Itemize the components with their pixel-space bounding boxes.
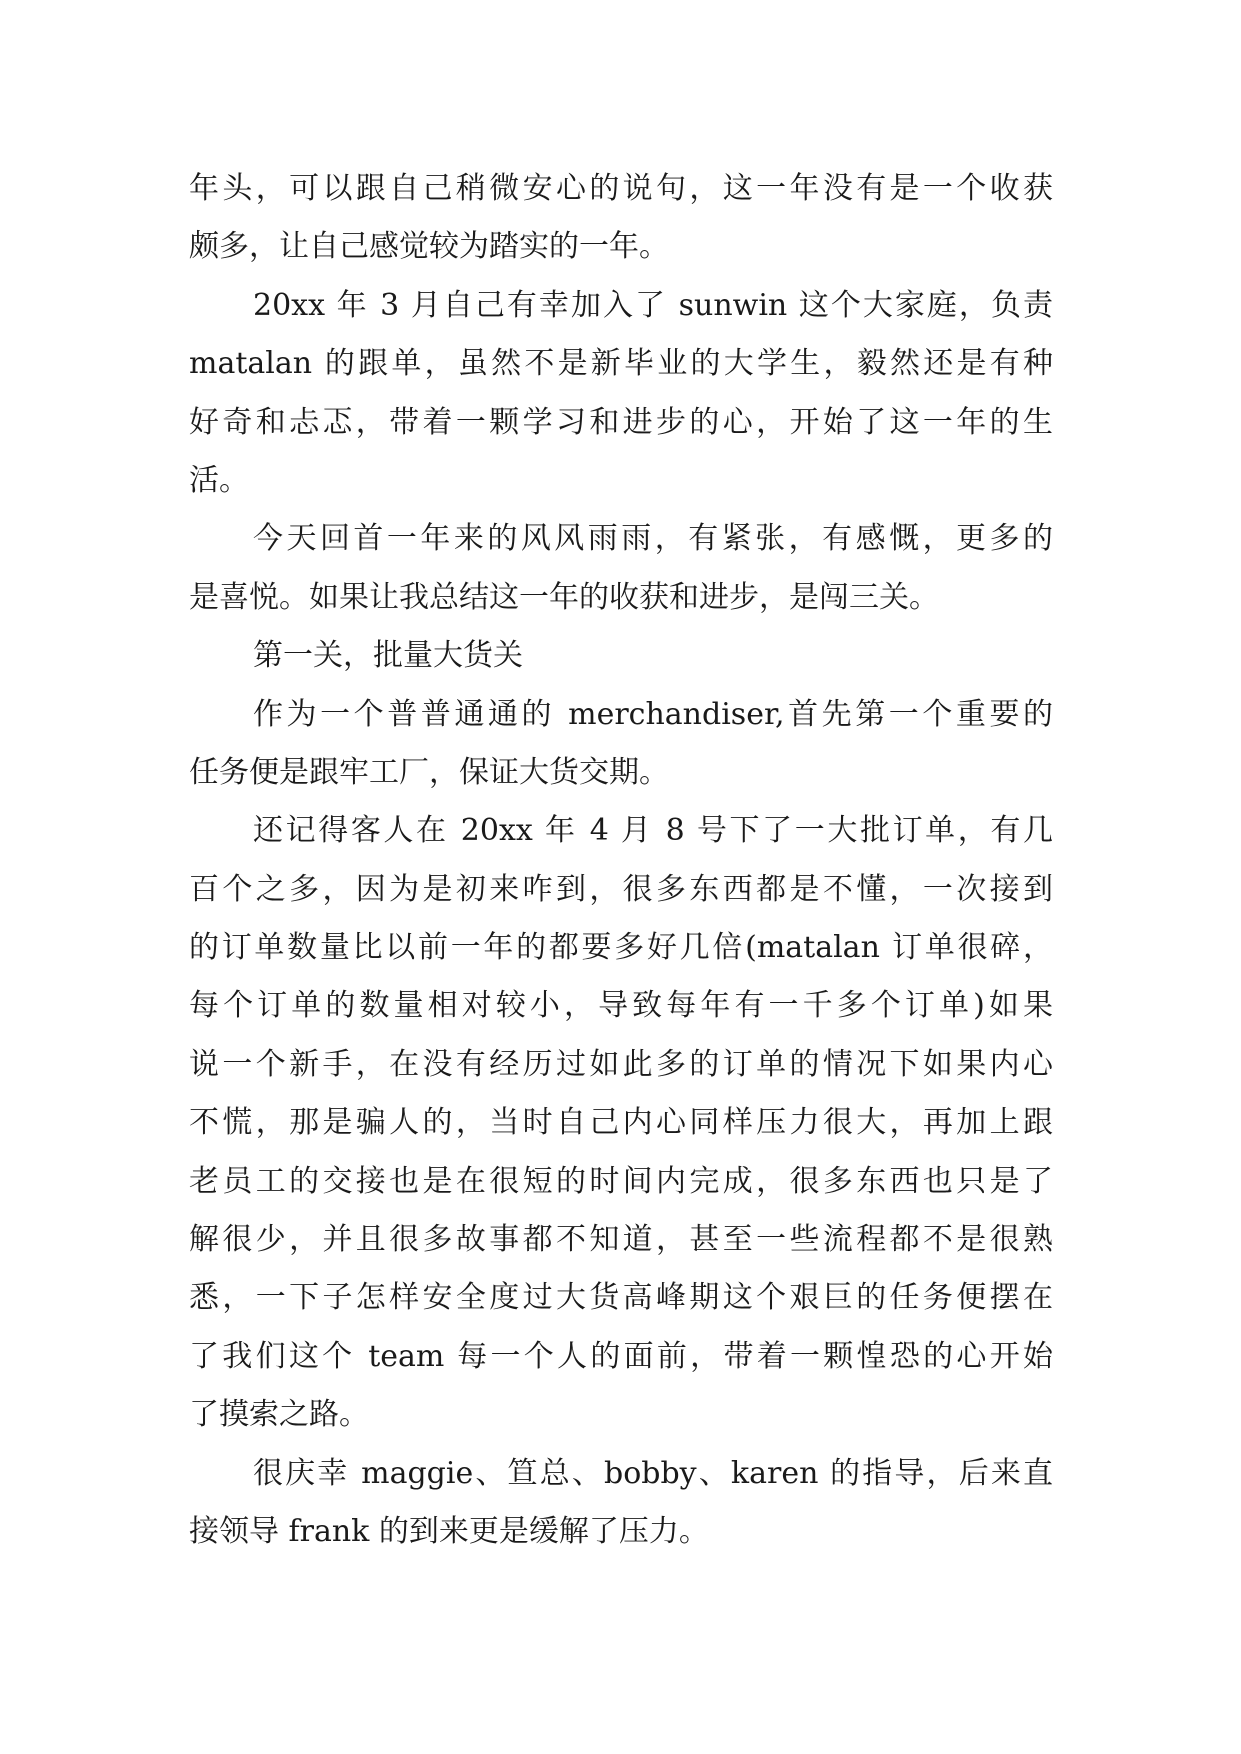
- document-body: [189, 160, 1053, 1561]
- text-line: 了我们这个 team 每一个人的面前，带着一颗惶恐的心开始: [189, 1338, 1053, 1374]
- text-line: 20xx 年 3 月自己有幸加入了 sunwin 这个大家庭，负责: [253, 287, 1053, 323]
- text-line: 每个订单的数量相对较小，导致每年有一千多个订单)如果: [189, 988, 1053, 1024]
- text-line: 不慌，那是骗人的，当时自己内心同样压力很大，再加上跟: [189, 1105, 1053, 1141]
- text-line: 活。: [189, 462, 249, 498]
- text-line: 解很少，并且很多故事都不知道，甚至一些流程都不是很熟: [189, 1222, 1053, 1258]
- text-line: 了摸索之路。: [189, 1397, 369, 1433]
- text-line: 老员工的交接也是在很短的时间内完成，很多东西也只是了: [189, 1163, 1053, 1199]
- text-line: 的订单数量比以前一年的都要多好几倍(matalan 订单很碎，: [189, 930, 1053, 966]
- text-line: 第一关，批量大货关: [253, 638, 523, 674]
- text-line: 今天回首一年来的风风雨雨，有紧张，有感慨，更多的: [253, 521, 1053, 557]
- text-line: 是喜悦。如果让我总结这一年的收获和进步，是闯三关。: [189, 579, 939, 615]
- text-line: 年头，可以跟自己稍微安心的说句，这一年没有是一个收获: [189, 171, 1053, 206]
- text-line: 任务便是跟牢工厂，保证大货交期。: [189, 754, 669, 790]
- text-line: 颇多，让自己感觉较为踏实的一年。: [189, 229, 669, 265]
- text-line: 还记得客人在 20xx 年 4 月 8 号下了一大批订单，有几: [253, 813, 1053, 849]
- text-line: 很庆幸 maggie、笪总、bobby、karen 的指导，后来直: [253, 1455, 1053, 1491]
- text-line: 接领导 frank 的到来更是缓解了压力。: [189, 1513, 709, 1549]
- text-line: 好奇和忐忑，带着一颗学习和进步的心，开始了这一年的生: [189, 404, 1053, 440]
- text-line: 悉，一下子怎样安全度过大货高峰期这个艰巨的任务便摆在: [189, 1280, 1053, 1316]
- text-line: 说一个新手，在没有经历过如此多的订单的情况下如果内心: [189, 1046, 1053, 1082]
- text-line: 作为一个普普通通的 merchandiser,首先第一个重要的: [253, 696, 1053, 732]
- text-line: matalan 的跟单，虽然不是新毕业的大学生，毅然还是有种: [189, 346, 1053, 382]
- text-line: 百个之多，因为是初来咋到，很多东西都是不懂，一次接到: [189, 871, 1053, 907]
